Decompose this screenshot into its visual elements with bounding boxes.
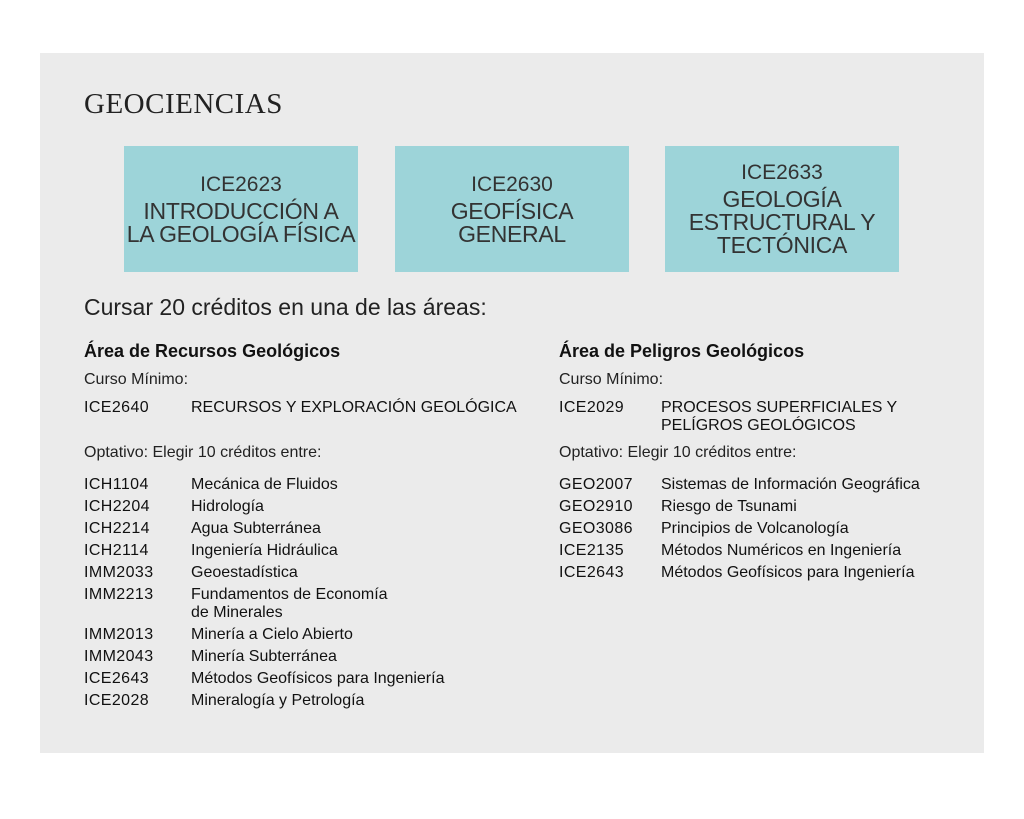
course-code: IMM2013 xyxy=(84,626,154,643)
course-name: Hidrología xyxy=(191,498,264,515)
course-name: PROCESOS SUPERFICIALES Y PELÍGROS GEOLÓGICOS xyxy=(661,399,898,434)
elective-label: Optativo: Elegir 10 créditos entre: xyxy=(559,444,797,461)
core-course-box-2 xyxy=(395,146,629,272)
list-item xyxy=(559,399,969,435)
core-course-name: GEOLOGÍA ESTRUCTURAL Y TECTÓNICA xyxy=(688,186,876,258)
list-item xyxy=(84,648,534,666)
core-course-box-1 xyxy=(124,146,358,272)
min-course-list xyxy=(84,399,534,417)
list-item xyxy=(84,476,534,494)
course-name: Métodos Numéricos en Ingeniería xyxy=(661,542,902,559)
course-name: Geoestadística xyxy=(191,564,298,581)
list-item xyxy=(84,670,534,688)
course-name: Riesgo de Tsunami xyxy=(661,498,797,515)
elective-list xyxy=(559,476,969,582)
course-name: Principios de Volcanología xyxy=(661,520,849,537)
list-item xyxy=(84,564,534,582)
course-code: ICH2204 xyxy=(84,498,150,515)
core-course-name: GEOFÍSICA GENERAL xyxy=(450,197,574,247)
course-name: Sistemas de Información Geográfica xyxy=(661,476,920,493)
list-item xyxy=(84,498,534,516)
course-code: ICH1104 xyxy=(84,476,149,493)
core-course-code: ICE2633 xyxy=(741,161,823,184)
course-name: Minería a Cielo Abierto xyxy=(191,626,353,643)
list-item xyxy=(559,498,969,516)
course-name: Mineralogía y Petrología xyxy=(191,692,365,709)
course-name: Agua Subterránea xyxy=(191,520,321,537)
core-course-name: INTRODUCCIÓN A LA GEOLOGÍA FÍSICA xyxy=(126,197,356,247)
core-course-code: ICE2630 xyxy=(471,172,553,196)
course-name: Métodos Geofísicos para Ingeniería xyxy=(661,564,915,581)
area-title: Área de Recursos Geológicos xyxy=(84,341,341,361)
course-code: IMM2213 xyxy=(84,586,154,603)
elective-list xyxy=(84,476,534,710)
list-item xyxy=(84,542,534,560)
min-course-list xyxy=(559,399,969,435)
course-name: Mecánica de Fluidos xyxy=(191,476,338,493)
course-name: Fundamentos de Economía de Minerales xyxy=(191,586,388,621)
min-course-label: Curso Mínimo: xyxy=(559,371,664,388)
min-course-label: Curso Mínimo: xyxy=(84,371,189,388)
core-course-code: ICE2623 xyxy=(200,172,282,196)
area-title: Área de Peligros Geológicos xyxy=(559,341,805,361)
elective-label: Optativo: Elegir 10 créditos entre: xyxy=(84,444,322,461)
course-code: ICE2029 xyxy=(559,399,625,416)
list-item xyxy=(559,542,969,560)
list-item xyxy=(84,626,534,644)
course-code: ICE2028 xyxy=(84,692,150,709)
list-item xyxy=(84,520,534,538)
core-course-box-3 xyxy=(665,146,899,272)
course-code: GEO2007 xyxy=(559,476,633,493)
course-code: ICE2135 xyxy=(559,542,625,559)
course-name: RECURSOS Y EXPLORACIÓN GEOLÓGICA xyxy=(191,399,517,416)
list-item xyxy=(559,476,969,494)
course-name: Minería Subterránea xyxy=(191,648,337,665)
course-code: GEO2910 xyxy=(559,498,633,515)
list-item xyxy=(559,564,969,582)
area-recursos xyxy=(84,340,534,714)
course-name: Métodos Geofísicos para Ingeniería xyxy=(191,670,445,687)
course-code: IMM2033 xyxy=(84,564,154,581)
list-item xyxy=(84,692,534,710)
page-title: GEOCIENCIAS xyxy=(84,88,283,120)
list-item xyxy=(84,399,534,417)
course-code: ICE2643 xyxy=(84,670,150,687)
course-code: ICH2114 xyxy=(84,542,149,559)
course-code: ICE2643 xyxy=(559,564,625,581)
course-code: ICH2214 xyxy=(84,520,150,537)
course-code: IMM2043 xyxy=(84,648,154,665)
areas-subtitle: Cursar 20 créditos en una de las áreas: xyxy=(84,294,487,320)
area-peligros xyxy=(559,340,969,586)
course-code: GEO3086 xyxy=(559,520,633,537)
list-item xyxy=(84,586,534,622)
list-item xyxy=(559,520,969,538)
course-code: ICE2640 xyxy=(84,399,150,416)
course-name: Ingeniería Hidráulica xyxy=(191,542,338,559)
